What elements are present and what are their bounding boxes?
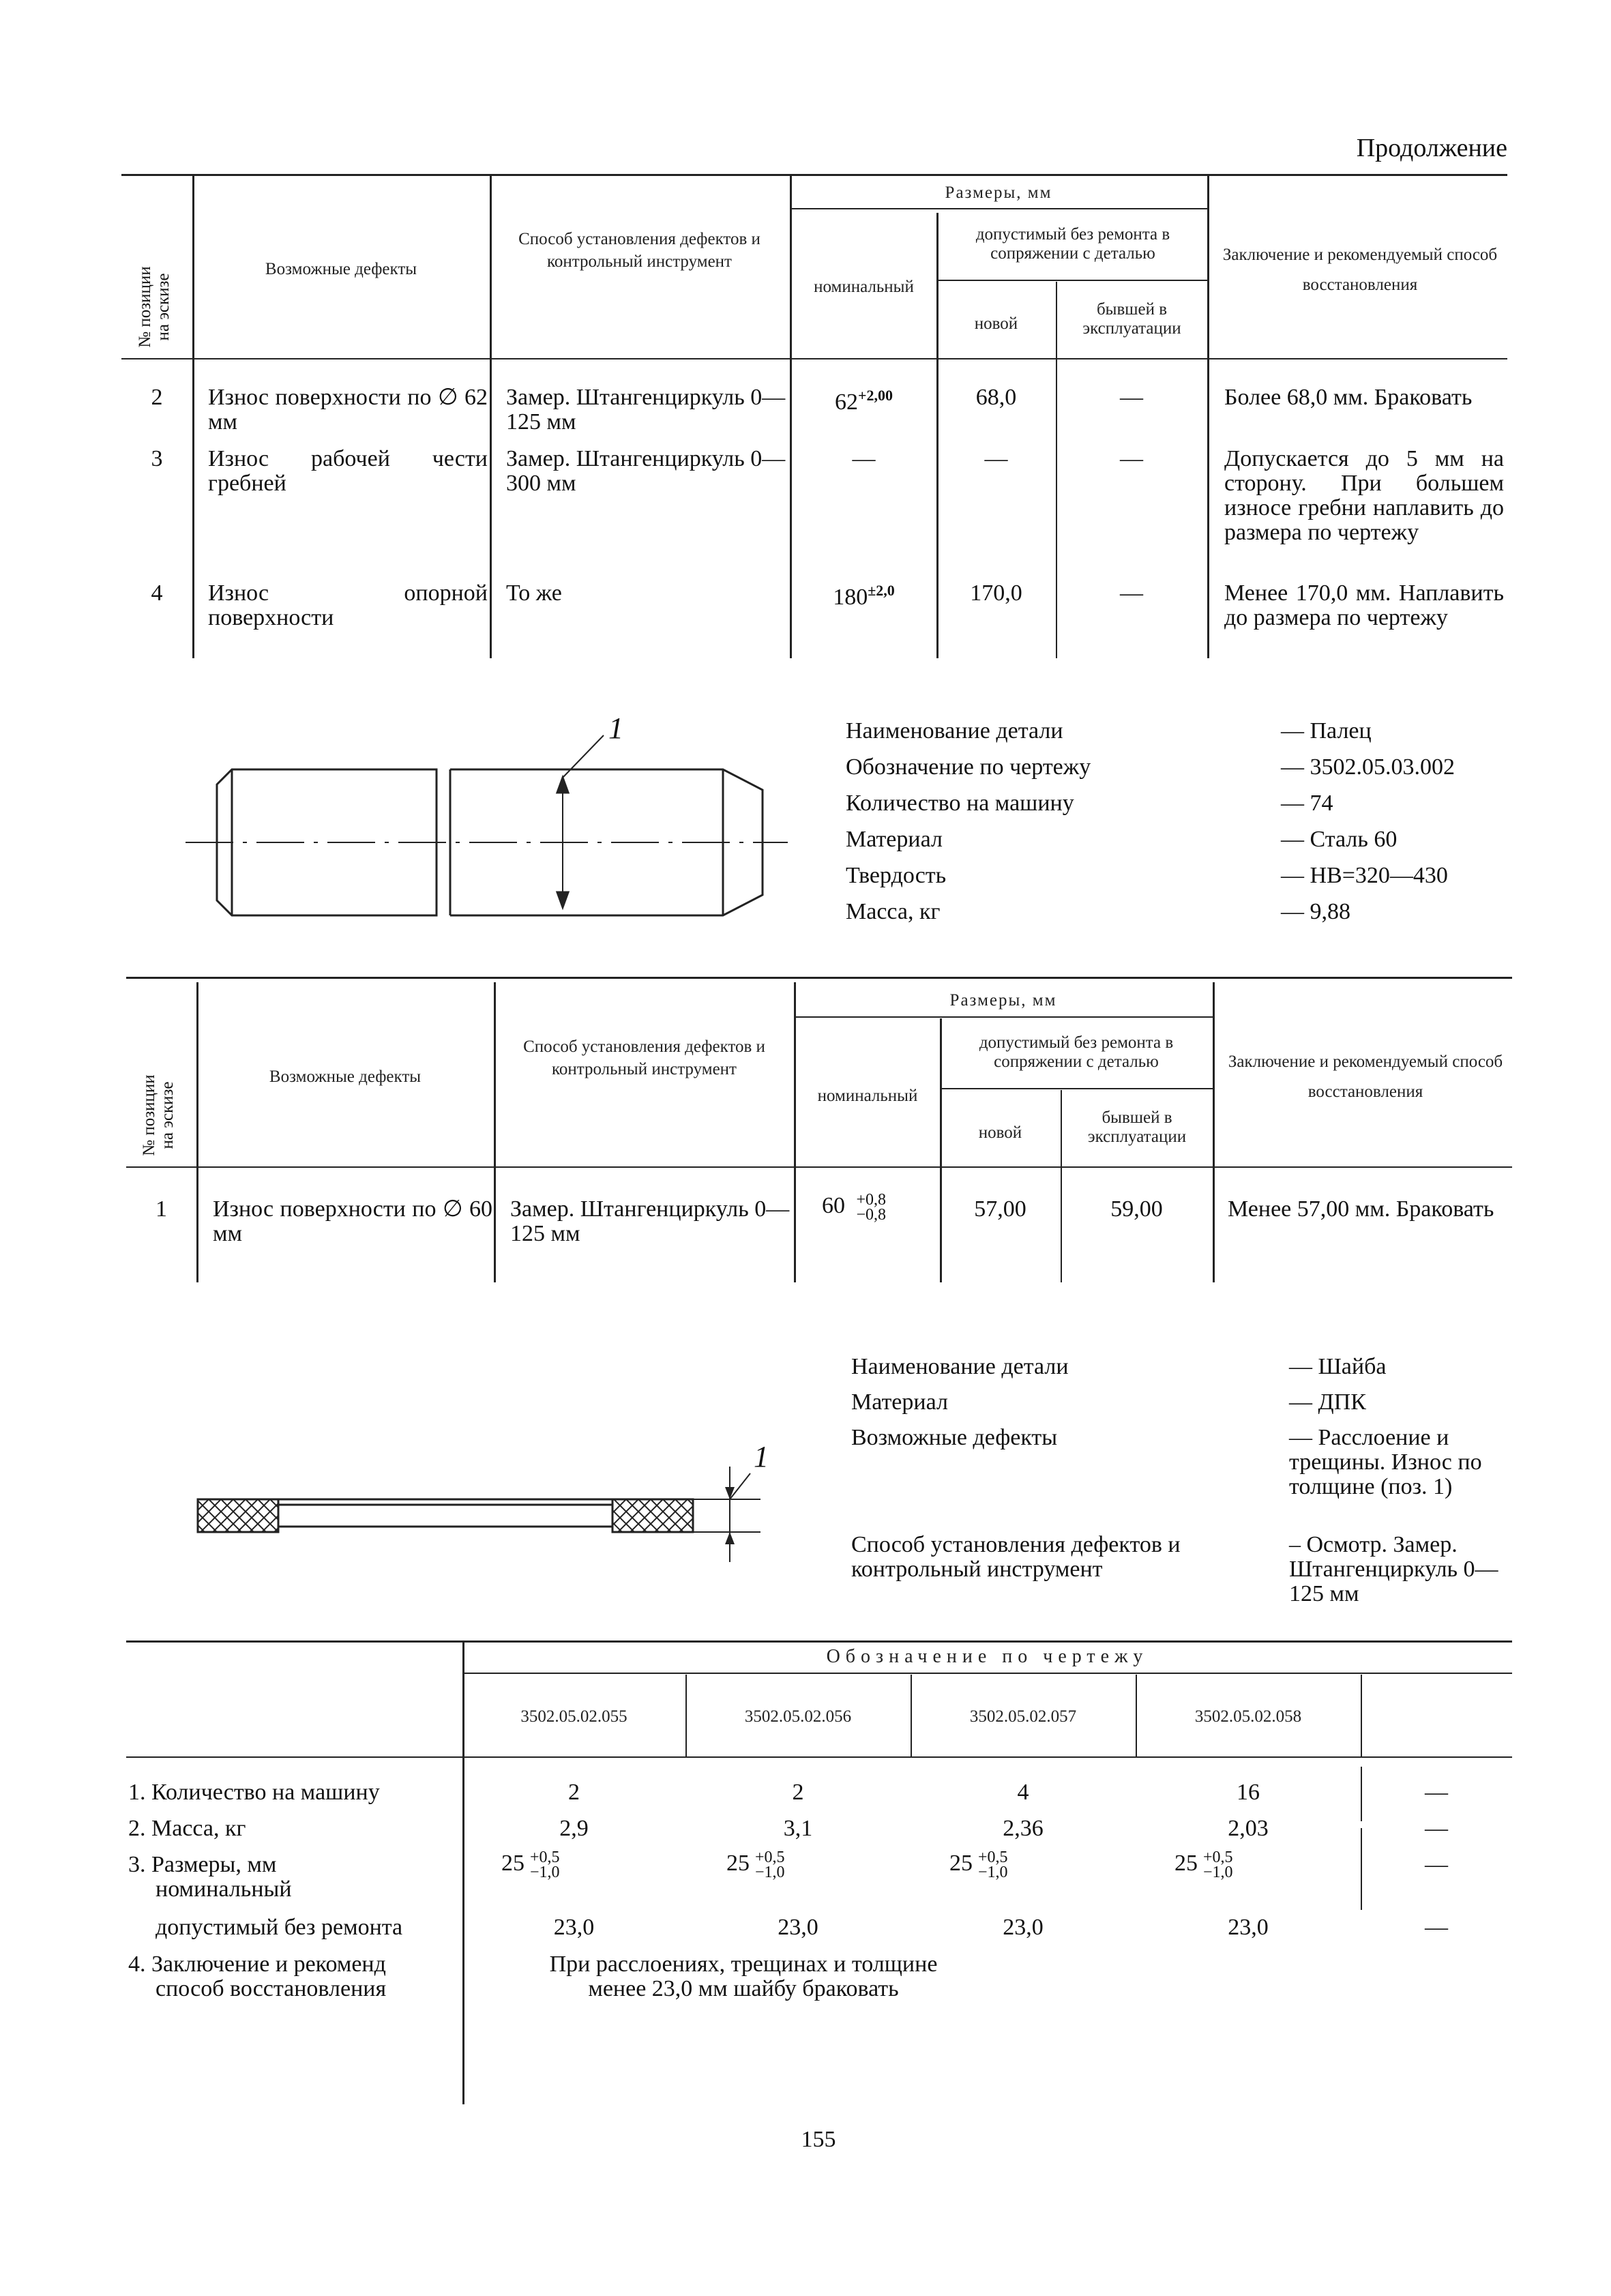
pin-drawing: [177, 709, 791, 941]
col-055: 3502.05.02.055: [520, 1707, 627, 1726]
washer-callout: 1: [754, 1440, 769, 1473]
allowed-header: допустимый без ремонта в сопряжении с деталью: [979, 1033, 1174, 1071]
designation-header: Обозначение по чертежу: [826, 1646, 1149, 1667]
used-header: бывшей в эксплуатации: [1087, 1108, 1187, 1146]
defects-header: Возможные дефекты: [265, 260, 417, 278]
label-concl: 4. Заключение и рекоменд: [128, 1952, 386, 1977]
col-056: 3502.05.02.056: [744, 1707, 852, 1726]
allowed-header: допустимый без ремонта в сопряжении с деталью: [975, 225, 1170, 263]
nominal-header: номинальный: [814, 278, 914, 296]
pin-callout: 1: [608, 711, 623, 745]
new-header: новой: [974, 314, 1018, 333]
sizes-header: Размеры, мм: [949, 991, 1057, 1010]
method-header: Способ установления дефектов и контрольный инструмент: [523, 1037, 765, 1078]
method-header: Способ установления дефектов и контрольный инструмент: [518, 230, 760, 271]
used-header: бывшей в эксплуатации: [1082, 300, 1181, 338]
new-header: новой: [978, 1123, 1022, 1142]
label-size: 3. Размеры, мм: [128, 1852, 277, 1877]
nominal-header: номинальный: [817, 1087, 918, 1105]
label-qty: 1. Количество на машину: [128, 1780, 380, 1805]
conclusion-header: Заключение и рекомендуемый способ восстановления: [1222, 246, 1498, 294]
label-allowed: допустимый без ремонта: [156, 1915, 403, 1940]
label-mass: 2. Масса, кг: [128, 1816, 246, 1841]
defects-header: Возможные дефекты: [269, 1068, 422, 1086]
label-size-nom: номинальный: [156, 1876, 292, 1902]
sizes-header: Размеры, мм: [945, 183, 1052, 202]
conclusion-header: Заключение и рекомендуемый способ восстановления: [1228, 1053, 1503, 1101]
page-number: 155: [801, 2127, 836, 2152]
col-058: 3502.05.02.058: [1194, 1707, 1302, 1726]
pos-header-2: на эскизе: [158, 1081, 177, 1149]
pos-header-1: № позиции: [136, 266, 154, 348]
pos-header-2: на эскизе: [154, 273, 173, 341]
col-057: 3502.05.02.057: [969, 1707, 1077, 1726]
washer-drawing: [184, 1426, 771, 1576]
washer-conclusion: При расслоениях, трещинах и толщине менее 23,0 мм шайбу браковать: [549, 1952, 938, 2001]
continuation-label: Продолжение: [1356, 134, 1507, 162]
pos-header-1: № позиции: [140, 1074, 158, 1156]
label-concl2: способ восстановления: [156, 1976, 387, 2001]
